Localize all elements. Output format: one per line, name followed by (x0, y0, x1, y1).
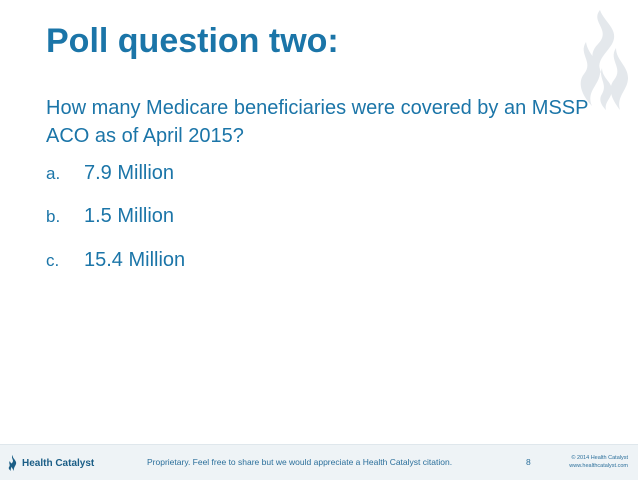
option-letter: a. (46, 164, 61, 183)
option-text: 15.4 Million (84, 249, 186, 271)
answer-option-b[interactable] (46, 205, 174, 228)
answer-option-c[interactable] (46, 249, 185, 272)
proprietary-notice: Proprietary. Feel free to share but we would appreciate a Health Catalyst citation. (147, 457, 453, 467)
option-letter: c. (46, 251, 60, 270)
website-url: www.healthcatalyst.com (569, 463, 628, 469)
flame-logo-icon (8, 455, 18, 471)
health-catalyst-logo (8, 455, 94, 471)
copyright-line: © 2014 Health Catalyst (571, 455, 628, 461)
logo-wordmark: Health Catalyst (22, 457, 95, 469)
slide-title: Poll question two: (46, 22, 339, 60)
option-letter: b. (46, 207, 61, 226)
copyright-info (569, 454, 628, 470)
poll-question: How many Medicare beneficiaries were covered by an MSSP ACO as of April 2015? (46, 97, 589, 147)
page-number: 8 (526, 457, 531, 467)
slide-footer (0, 444, 638, 480)
answer-option-a[interactable] (46, 162, 174, 185)
option-text: 1.5 Million (84, 205, 175, 227)
option-text: 7.9 Million (84, 162, 175, 184)
